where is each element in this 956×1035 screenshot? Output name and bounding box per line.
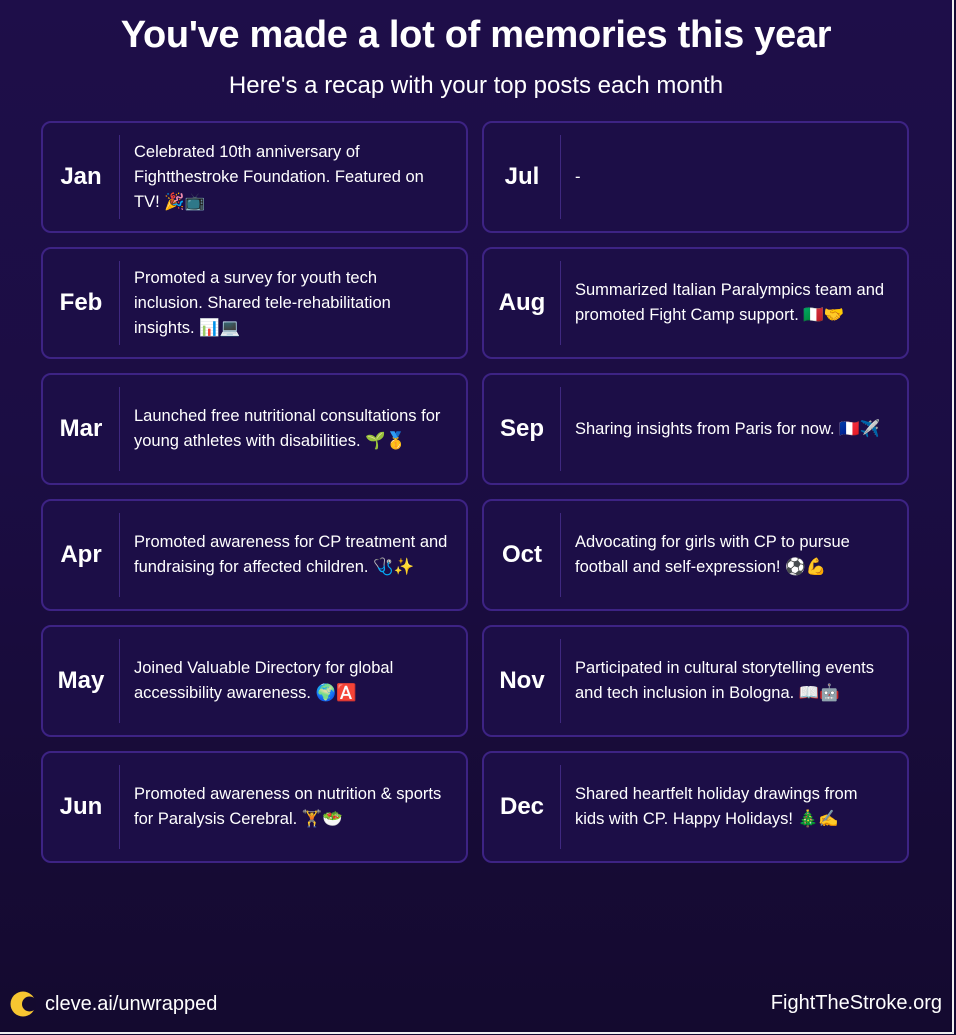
fightthestroke-link[interactable]: FightTheStroke.org [770,992,942,1014]
month-summary: Promoted awareness for CP treatment and fundraising for affected children. 🩺✨ [134,533,448,576]
cleve-link-text: cleve.ai/unwrapped [45,992,218,1015]
month-summary: - [575,167,581,186]
month-summary: Joined Valuable Directory for global accessibility awareness. 🌍🅰️ [134,659,394,702]
month-card-nov [482,625,909,737]
month-summary: Launched free nutritional consultations for young athletes with disabilities. 🌱🥇 [134,407,441,450]
month-grid [41,121,909,863]
month-summary: Promoted awareness on nutrition & sports for Paralysis Cerebral. 🏋️🥗 [134,785,442,828]
month-summary: Celebrated 10th anniversary of Fightthestroke Foundation. Featured on TV! 🎉📺 [134,142,424,211]
month-summary: Sharing insights from Paris for now. 🇫🇷✈️ [575,419,881,438]
month-card-feb [41,247,468,359]
month-card-sep [482,373,909,485]
month-summary: Summarized Italian Paralympics team and promoted Fight Camp support. 🇮🇹🤝 [575,281,885,324]
month-card-oct [482,499,909,611]
month-label: Nov [499,667,545,694]
page-subtitle: Here's a recap with your top posts each month [228,72,724,99]
month-card-jul [482,121,909,233]
month-label: Jun [59,793,103,820]
month-summary: Advocating for girls with CP to pursue football and self-expression! ⚽💪 [575,533,850,576]
month-card-dec [482,751,909,863]
month-card-jun [41,751,468,863]
cleve-logo-icon [10,991,36,1017]
month-label: May [57,667,105,694]
month-card-mar [41,373,468,485]
page-title: You've made a lot of memories this year [120,14,832,56]
month-label: Jul [504,163,540,190]
cleve-unwrapped-link[interactable] [10,988,217,1020]
month-label: Apr [60,541,102,568]
month-card-may [41,625,468,737]
month-summary: Promoted a survey for youth tech inclusion. Shared tele-rehabilitation insights. 📊💻 [134,268,391,337]
month-summary: Participated in cultural storytelling events and tech inclusion in Bologna. 📖🤖 [575,659,874,702]
month-card-apr [41,499,468,611]
month-summary: Shared heartfelt holiday drawings from kids with CP. Happy Holidays! 🎄✍️ [575,785,858,828]
month-label: Oct [501,541,542,568]
month-label: Dec [499,793,545,820]
month-card-aug [482,247,909,359]
month-label: Aug [498,289,546,316]
month-label: Sep [499,415,544,442]
month-card-jan [41,121,468,233]
month-label: Feb [59,289,103,316]
month-label: Jan [60,163,102,190]
month-label: Mar [59,415,103,442]
